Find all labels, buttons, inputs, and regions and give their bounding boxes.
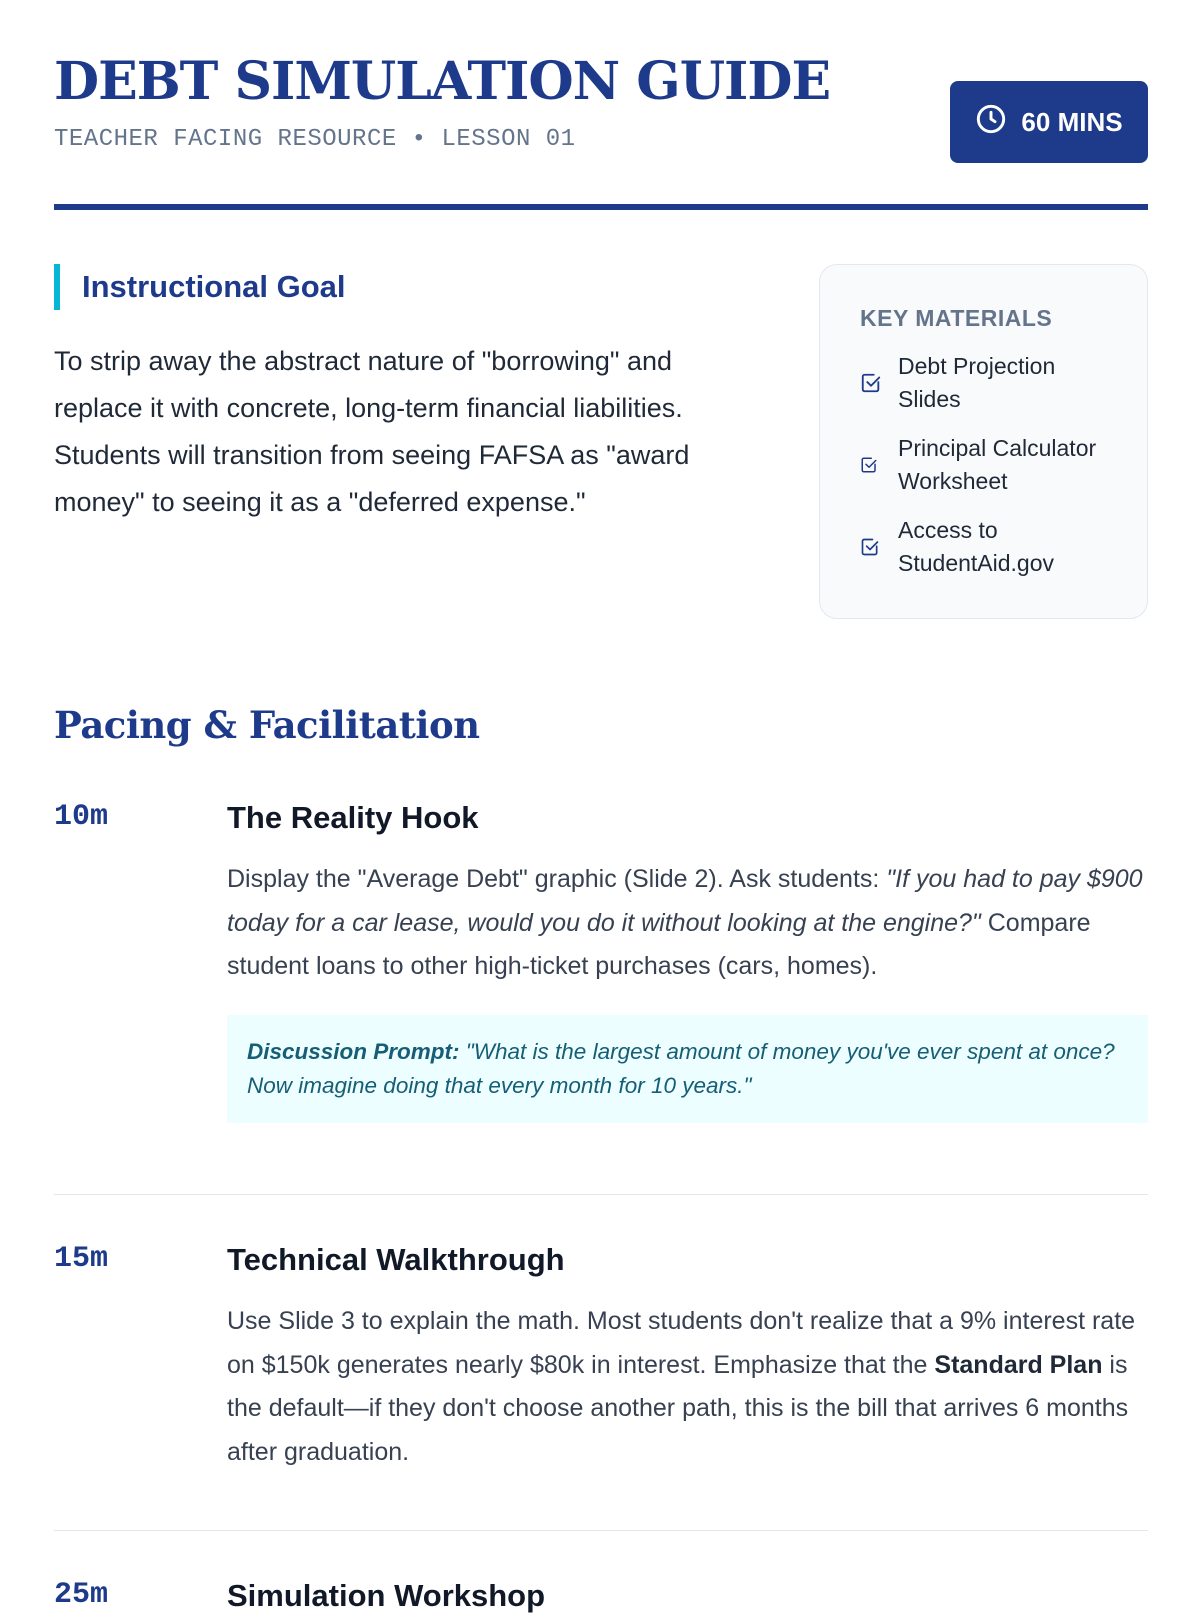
page-subtitle: TEACHER FACING RESOURCE • LESSON 01	[54, 126, 576, 153]
step-text: Compare student loans to other high-ticket purchases (cars, homes).	[227, 908, 1091, 980]
step-time: 25m	[54, 1578, 109, 1612]
step-time: 10m	[54, 800, 109, 834]
material-label: Debt Projection Slides	[898, 353, 1056, 412]
step-description	[227, 1300, 1148, 1474]
step-body	[227, 800, 1148, 1123]
step-body	[227, 1578, 1148, 1614]
page-title: DEBT SIMULATION GUIDE	[54, 51, 831, 112]
guide-page	[54, 0, 1148, 1613]
step-title: Technical Walkthrough	[227, 1242, 565, 1277]
key-materials-card	[819, 264, 1148, 619]
step-description	[227, 858, 1148, 989]
duration-label: 60 MINS	[1021, 106, 1123, 137]
prompt-text: "What is the largest amount of money you've ever spent at once? Now imagine doing that every month for 10 years."	[247, 1038, 1115, 1098]
checkbox-icon	[860, 456, 882, 474]
pacing-heading: Pacing & Facilitation	[54, 703, 480, 747]
step-body	[227, 1242, 1148, 1474]
materials-list	[860, 350, 1117, 580]
step-title: Simulation Workshop	[227, 1578, 546, 1613]
goal-heading: Instructional Goal	[54, 264, 754, 310]
discussion-prompt	[227, 1015, 1148, 1123]
duration-badge	[950, 81, 1148, 163]
list-item	[860, 432, 1117, 498]
step-divider	[54, 1530, 1148, 1531]
material-label: Principal Calculator Worksheet	[898, 435, 1097, 494]
step-text: Display the "Average Debt" graphic (Slide 2). Ask students:	[227, 865, 887, 893]
instructional-goal	[54, 264, 754, 526]
goal-text: To strip away the abstract nature of "borrowing" and replace it with concrete, long-term financial liabilities. Students will transition from seeing FAFSA as "award money" to seeing it as a "deferred expense."	[54, 346, 690, 517]
clock-icon	[975, 103, 1007, 142]
step-emphasis: Standard Plan	[934, 1350, 1103, 1379]
checkbox-icon	[860, 537, 882, 557]
header	[54, 52, 1148, 212]
prompt-label: Discussion Prompt:	[247, 1038, 460, 1064]
step-time: 15m	[54, 1242, 109, 1276]
checkbox-icon	[860, 372, 882, 394]
step-text: is the default—if they don't choose another path, this is the bill that arrives 6 months after graduation.	[227, 1350, 1129, 1466]
step-quote: "If you had to pay $900 today for a car lease, would you do it without looking at the engine?"	[227, 865, 1143, 937]
step-text: Use Slide 3 to explain the math. Most students don't realize that a 9% interest rate on $150k generates nearly $80k in interest. Emphasize that the	[227, 1307, 1136, 1379]
list-item	[860, 350, 1117, 416]
list-item	[860, 514, 1117, 580]
step-divider	[54, 1194, 1148, 1195]
materials-title: KEY MATERIALS	[860, 305, 1053, 331]
step-title: The Reality Hook	[227, 800, 479, 835]
material-label: Access to StudentAid.gov	[898, 517, 1055, 576]
header-divider	[54, 204, 1148, 210]
